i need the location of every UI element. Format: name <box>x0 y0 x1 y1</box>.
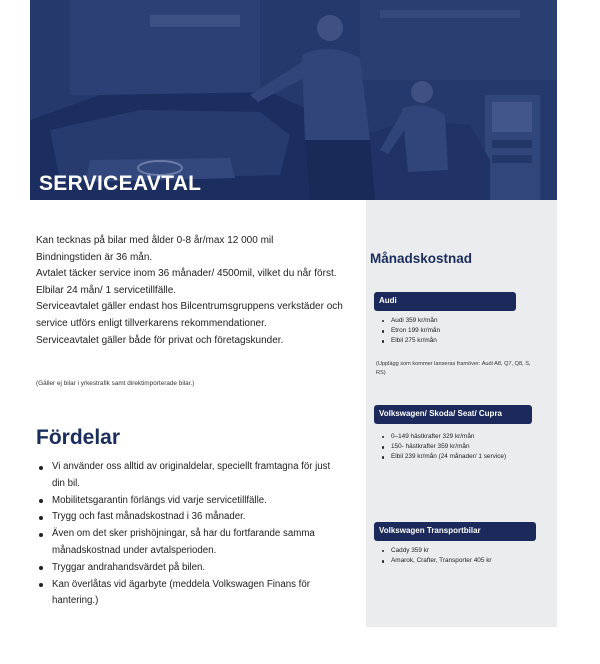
hero-banner <box>30 0 557 200</box>
list-item: Vi använder oss alltid av originaldelar, speciellt framtagna för just din bil. <box>36 459 336 493</box>
hero-photo <box>30 0 557 200</box>
benefits-list <box>36 459 336 610</box>
list-item: Trygg och fast månadskostnad i 36 månader. <box>36 509 336 526</box>
list-item: Elbil 239 kr/mån (24 månader/ 1 service) <box>376 452 526 462</box>
audi-upcoming-note: (Upplägg som kommer lanseras framöver: Audi A8, Q7, Q8, S, RS) <box>376 361 531 376</box>
list-item: Etron 199 kr/mån <box>376 326 526 336</box>
list-item: 0–149 hästkrafter 329 kr/mån <box>376 432 526 442</box>
list-item: Audi 359 kr/mån <box>376 316 526 326</box>
transport-price-list <box>376 546 536 566</box>
list-item: Elbil 275 kr/mån <box>376 336 526 346</box>
list-item: Tryggar andrahandsvärdet på bilen. <box>36 560 336 577</box>
intro-line: Kan tecknas på bilar med ålder 0-8 år/max 12 000 mil <box>36 235 274 246</box>
list-item: Caddy 359 kr <box>376 546 536 556</box>
intro-line: Serviceavtalet gäller endast hos Bilcentrumsgruppens verkstäder och service utförs enligt tillverkarens rekommendationer. <box>36 301 343 329</box>
intro-line: Bindningstiden är 36 mån. <box>36 251 153 263</box>
vw-price-list <box>376 432 526 463</box>
pricing-title: Månadskostnad <box>370 251 473 266</box>
list-item: 150- hästkrafter 359 kr/mån <box>376 442 526 452</box>
exclusion-note: (Gäller ej bilar i yrkestrafik samt direktimporterade bilar.) <box>36 380 195 387</box>
transport-label: Volkswagen Transportbilar <box>374 522 536 541</box>
intro-line: Serviceavtalet gäller både för privat och företagskunder. <box>36 334 284 346</box>
page-title: SERVICEAVTAL <box>39 172 202 195</box>
vw-group-label: Volkswagen/ Skoda/ Seat/ Cupra <box>374 405 532 424</box>
intro-line: Avtalet täcker service inom 36 månader/ 4500mil, vilket du når först. Elbilar 24 mån/ 1 servicetillfälle. <box>36 268 337 296</box>
benefits-heading: Fördelar <box>36 426 121 449</box>
audi-price-list <box>376 316 526 347</box>
intro-text <box>36 233 354 349</box>
list-item: Mobilitetsgarantin förlängs vid varje servicetillfälle. <box>36 493 336 510</box>
list-item: Även om det sker prishöjningar, så har du fortfarande samma månadskostnad under avtalsperioden. <box>36 526 336 560</box>
audi-label: Audi <box>374 292 516 311</box>
list-item: Amarok, Crafter, Transporter 405 kr <box>376 556 536 566</box>
list-item: Kan överlåtas vid ägarbyte (meddela Volkswagen Finans för hantering.) <box>36 577 336 611</box>
